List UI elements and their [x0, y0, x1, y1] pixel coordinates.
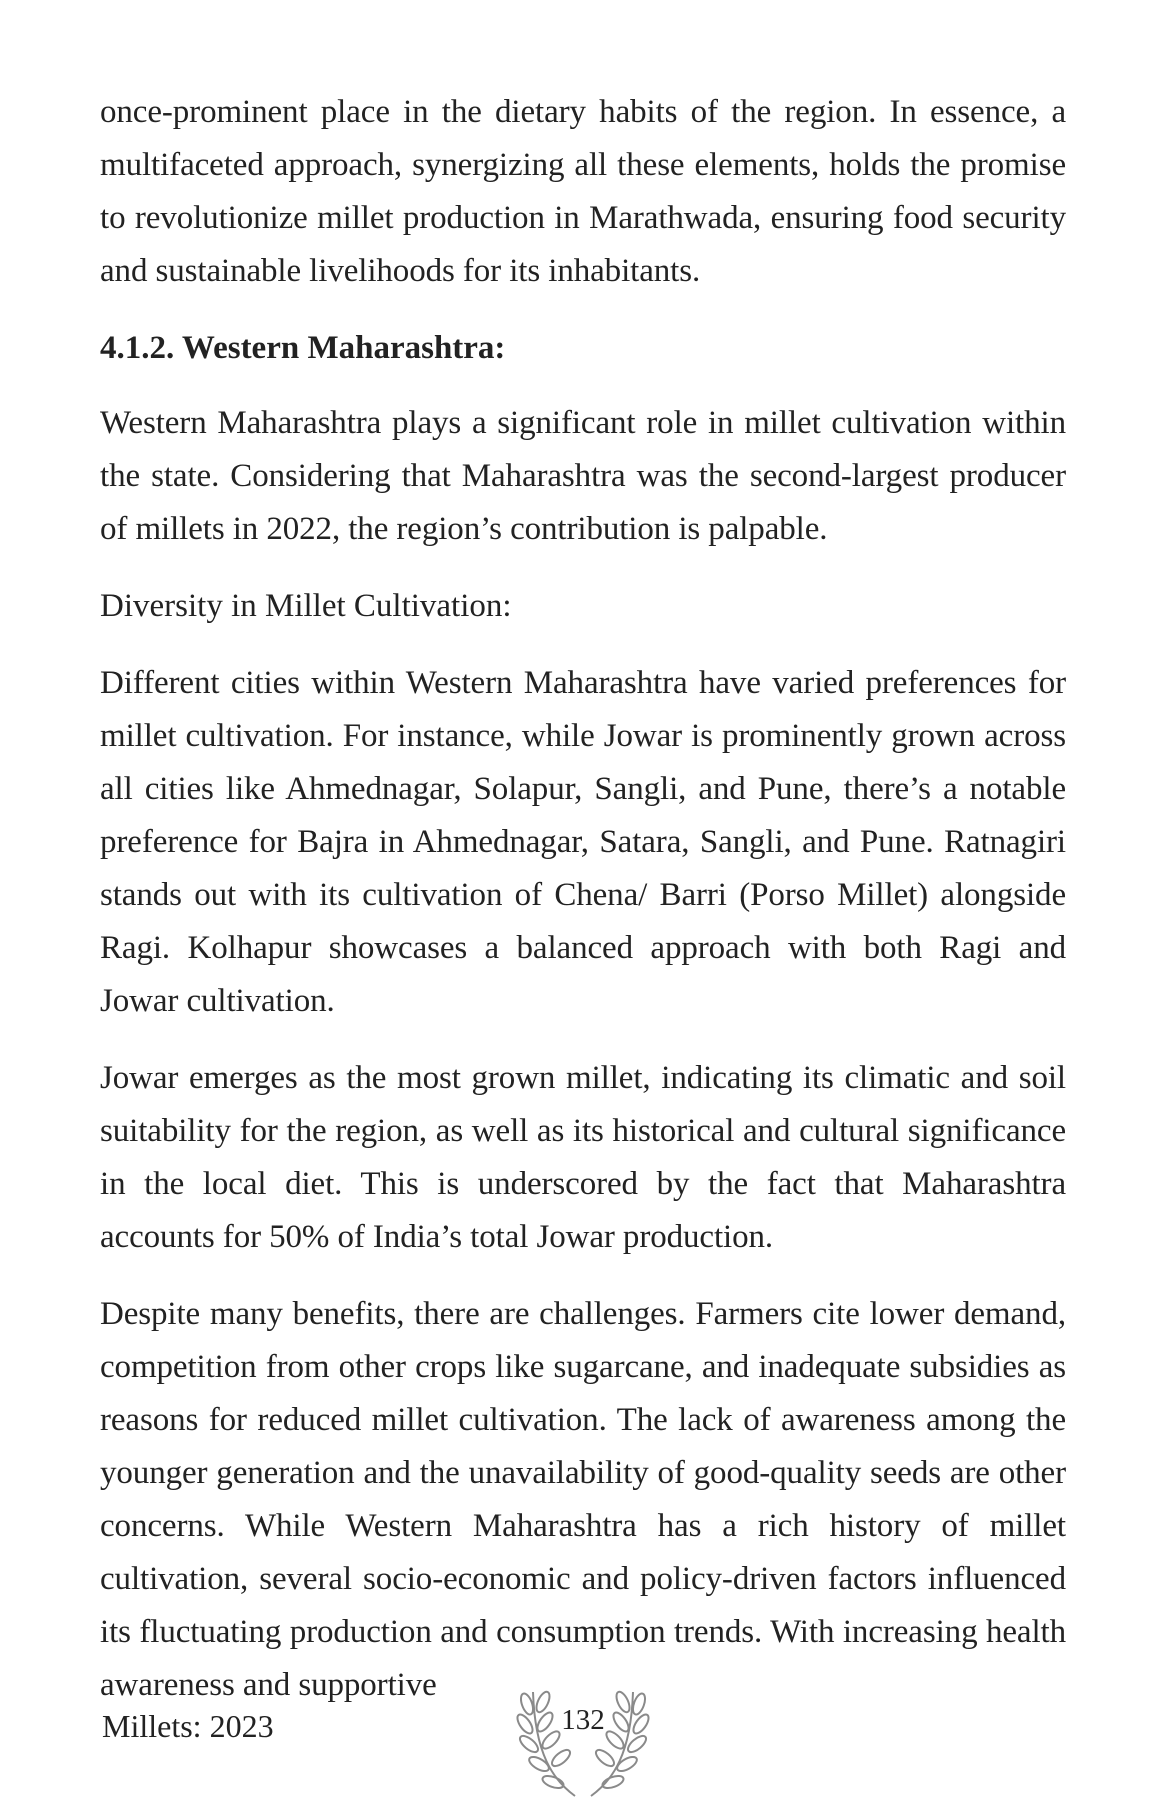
footer-book-title: Millets: 2023: [102, 1708, 274, 1744]
paragraph-western-maharashtra-intro: Western Maharashtra plays a significant role in millet cultivation within the state. Considering that Maharashtra was the second-largest producer of millets in 2022, the region’s contribution is palpable.: [100, 405, 1066, 547]
paragraph-jowar: Jowar emerges as the most grown millet, indicating its climatic and soil suitability for the region, as well as its historical and cultural significance in the local diet. This is underscored by the fact that Maharashtra accounts for 50% of India’s total Jowar production.: [100, 1060, 1066, 1255]
paragraph-challenges: Despite many benefits, there are challenges. Farmers cite lower demand, competition from other crops like sugarcane, and inadequate subsidies as reasons for reduced millet cultivation. The lack of awareness among the younger generation and the unavailability of good-quality seeds are other concerns. While Western Maharashtra has a rich history of millet cultivation, several socio-economic and policy-driven factors influenced its fluctuating production and consumption trends. With increasing health awareness and supportive: [100, 1296, 1066, 1703]
page-body: [100, 86, 1066, 1736]
subheading-diversity: Diversity in Millet Cultivation:: [100, 588, 512, 624]
paragraph-city-preferences: Different cities within Western Maharashtra have varied preferences for millet cultivation. For instance, while Jowar is prominently grown across all cities like Ahmednagar, Solapur, Sangli, and Pune, there’s a notable preference for Bajra in Ahmednagar, Satara, Sangli, and Pune. Ratnagiri stands out with its cultivation of Chena/ Barri (Porso Millet) alongside Ragi. Kolhapur showcases a balanced approach with both Ragi and Jowar cultivation.: [100, 665, 1066, 1019]
paragraph-marathwada-conclusion: once-prominent place in the dietary habits of the region. In essence, a multifaceted approach, synergizing all these elements, holds the promise to revolutionize millet production in Marathwada, ensuring food security and sustainable livelihoods for its inhabitants.: [100, 94, 1066, 289]
footer-page-ornament: [503, 1684, 663, 1800]
section-heading-western-maharashtra: 4.1.2. Western Maharashtra:: [100, 330, 506, 366]
page-number: 132: [561, 1704, 605, 1736]
